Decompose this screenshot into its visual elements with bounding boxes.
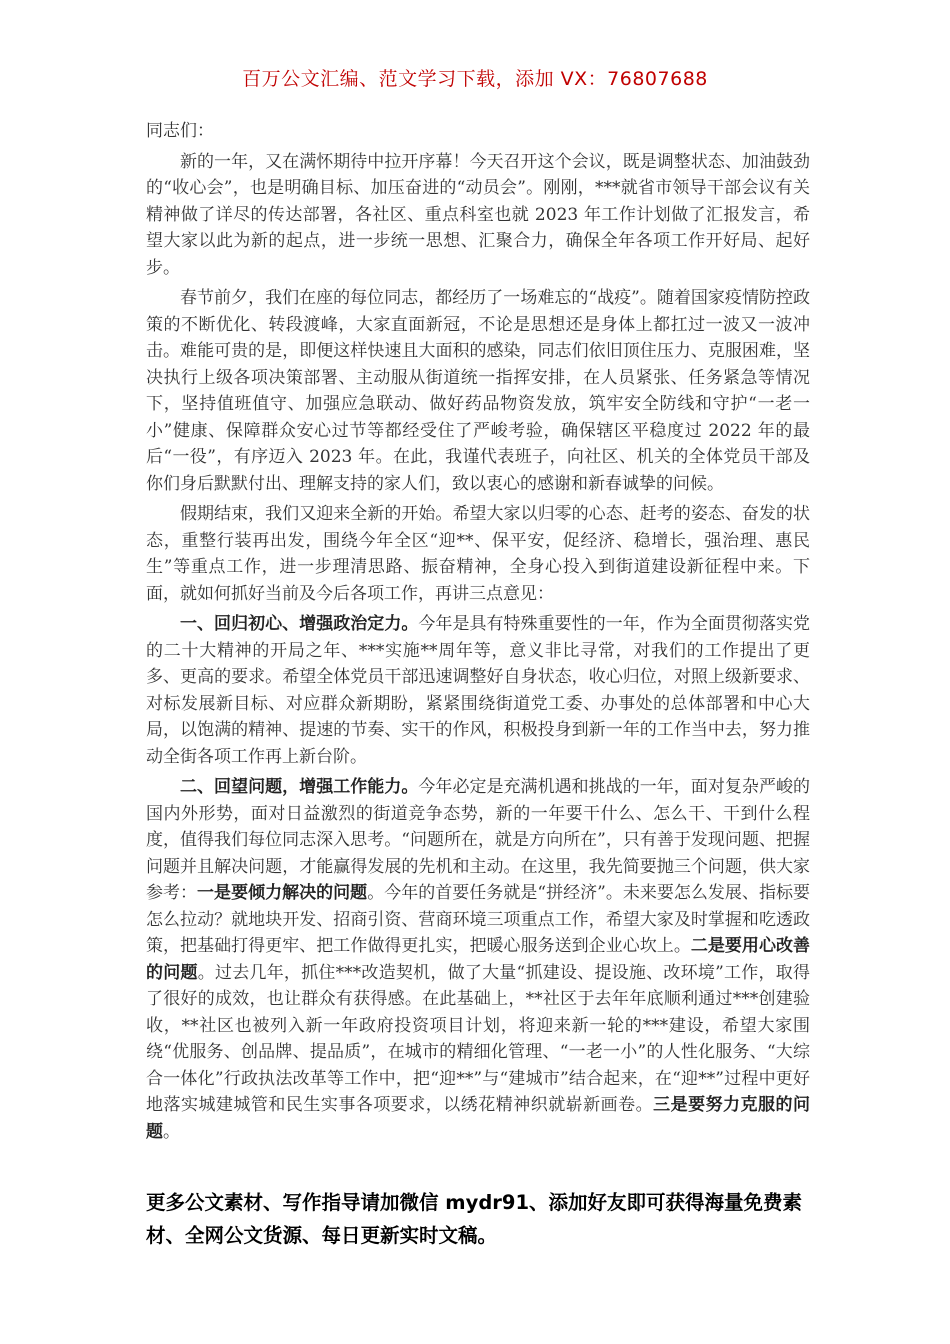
issue-one-heading: 一是要倾力解决的问题 (197, 883, 368, 903)
paragraph-new-start: 假期结束，我们又迎来全新的开始。希望大家以归零的心态、赶考的姿态、奋发的状态，重整行装再出发，围绕今年全区“迎**、保平安，促经济、稳增长，强治理、惠民生”等重点工作，进一步理清思路、振奋精神，全身心投入到街道建设新征程中来。下面，就如何抓好当前及今后各项工作，再讲三点意见： (146, 504, 810, 604)
paragraph-point-two (146, 774, 810, 1145)
speech-body (146, 118, 810, 1149)
paragraph-epidemic: 春节前夕，我们在座的每位同志，都经历了一场难忘的“战疫”。随着国家疫情防控政策的不断优化、转段渡峰，大家直面新冠，不论是思想还是身体上都扛过一波又一波冲击。难能可贵的是，即便这样快速且大面积的感染，同志们依旧顶住压力、克服困难，坚决执行上级各项决策部署、主动服从街道统一指挥安排，在人员紧张、任务紧急等情况下，坚持值班值守、加强应急联动、做好药品物资发放，筑牢安全防线和守护“一老一小”健康、保障群众安心过节等都经受住了严峻考验，确保辖区平稳度过 2022 年的最后“一役”，有序迈入 2023 年。在此，我谨代表班子，向社区、机关的全体党员干部及你们身后默默付出、理解支持的家人们，致以衷心的感谢和新春诚挚的问候。 (146, 288, 810, 494)
footer-promo: 更多公文素材、写作指导请加微信 mydr91、添加好友即可获得海量免费素材、全网公文货源、每日更新实时文稿。 (146, 1191, 803, 1247)
issue-three-end: 。 (163, 1121, 180, 1142)
paragraph-point-one (146, 611, 810, 770)
issue-one-body: 。今年的首要任务就是“拼经济”。未来要怎么发展、指标要怎么拉动？就地块开发、招商引资、营商环境三项重点工作，希望大家及时掌握和吃透政策，把基础打得更牢、把工作做得更扎实，把暖心服务送到企业心坎上。 (146, 883, 810, 956)
salutation: 同志们： (146, 121, 214, 141)
paragraph-opening: 新的一年，又在满怀期待中拉开序幕！今天召开这个会议，既是调整状态、加油鼓劲的“收心会”，也是明确目标、加压奋进的“动员会”。刚刚，***就省市领导干部会议有关精神做了详尽的传达部署，各社区、重点科室也就 2023 年工作计划做了汇报发言，希望大家以此为新的起点，进一步统一思想、汇聚合力，确保全年各项工作开好局、起好步。 (146, 151, 810, 278)
promo-banner: 百万公文汇编、范文学习下载，添加 VX：76807688 (242, 68, 708, 90)
issue-two-body: 。过去几年，抓住***改造契机，做了大量“抓建设、提设施、改环境”工作，取得了很好的成效，也让群众有获得感。在此基础上，**社区于去年年底顺利通过***创建验收，**社区也被列入新一年政府投资项目计划，将迎来新一轮的***建设，希望大家围绕“优服务、创品牌、提品质”，在城市的精细化管理、“一老一小”的人性化服务、“大综合一体化”行政执法改革等工作中，把“迎**”与“建城市”结合起来，在“迎**”过程中更好地落实城建城管和民生实事各项要求，以绣花精神织就崭新画卷。 (146, 962, 811, 1115)
point-two-body: 今年必定是充满机遇和挑战的一年，面对复杂严峻的国内外形势，面对日益激烈的街道竞争态势，新的一年要干什么、怎么干、干到什么程度，值得我们每位同志深入思考。“问题所在，就是方向所在”，只有善于发现问题、把握问题并且解决问题，才能赢得发展的先机和主动。在这里，我先简要抛三个问题，供大家参考： (146, 777, 811, 903)
point-two-heading: 二、回望问题，增强工作能力。 (180, 777, 419, 797)
issue-two-heading: 二是要用心改善的问题 (146, 936, 811, 983)
point-one-body: 今年是具有特殊重要性的一年，作为全面贯彻落实党的二十大精神的开局之年、***实施**周年等，意义非比寻常，对我们的工作提出了更多、更高的要求。希望全体党员干部迅速调整好自身状态，收心归位，对照上级新要求、对标发展新目标、对应群众新期盼，紧紧围绕街道党工委、办事处的总体部署和中心大局，以饱满的精神、提速的节奏、实干的作风，积极投身到新一年的工作当中去，努力推动全街各项工作再上新台阶。 (146, 614, 811, 767)
point-one-heading: 一、回归初心、增强政治定力。 (180, 614, 419, 634)
issue-three-heading: 三是要努力克服的问题 (146, 1095, 811, 1142)
